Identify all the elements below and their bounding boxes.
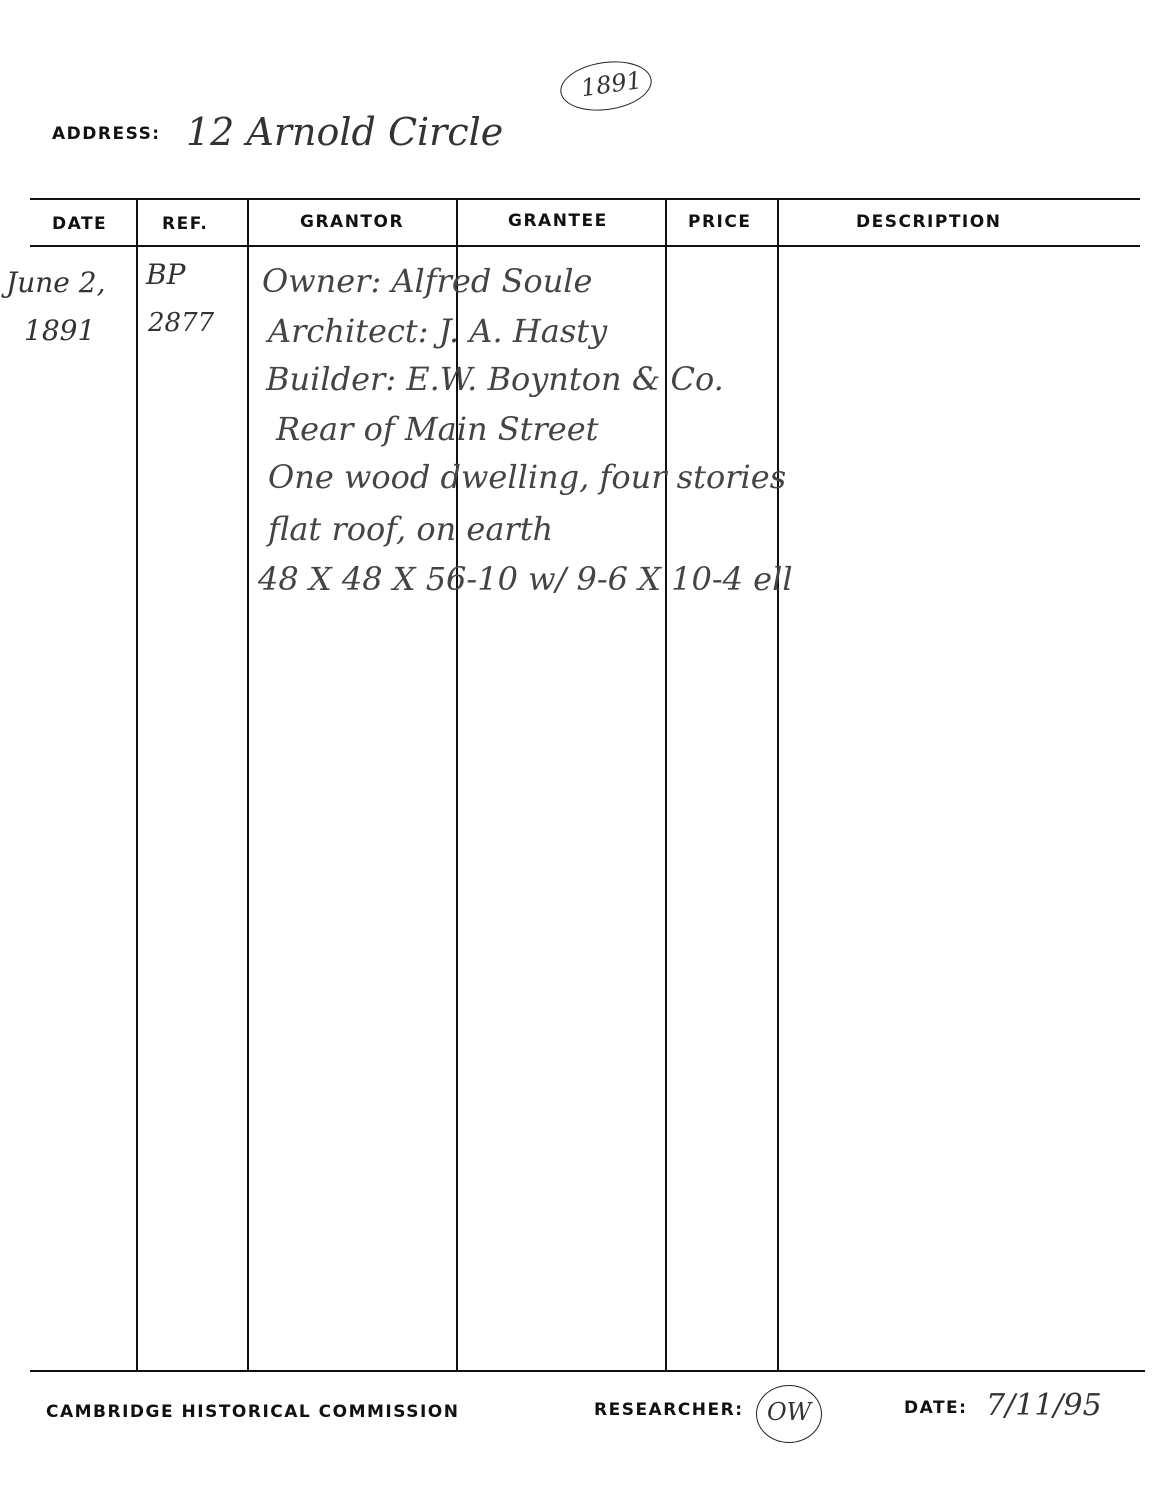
table-bottom-rule bbox=[30, 1370, 1145, 1372]
header-bottom-rule bbox=[30, 245, 1140, 247]
column-divider bbox=[247, 200, 249, 1370]
year-stamp bbox=[557, 56, 655, 116]
column-divider bbox=[136, 200, 138, 1370]
entry-line: Builder: E.W. Boynton & Co. bbox=[266, 360, 724, 398]
address-label: ADDRESS: bbox=[52, 124, 161, 144]
entry-line: Rear of Main Street bbox=[276, 410, 599, 448]
researcher-initials-circle bbox=[756, 1385, 822, 1443]
column-header-date: DATE bbox=[52, 214, 108, 234]
column-header-price: PRICE bbox=[688, 212, 752, 232]
column-header-grantee: GRANTEE bbox=[508, 211, 608, 231]
column-header-description: DESCRIPTION bbox=[856, 212, 1002, 232]
researcher-label: RESEARCHER: bbox=[594, 1400, 744, 1420]
entry-line: Owner: Alfred Soule bbox=[262, 262, 593, 300]
organization-name: CAMBRIDGE HISTORICAL COMMISSION bbox=[46, 1402, 460, 1422]
entry-date-line2: 1891 bbox=[24, 314, 96, 347]
column-divider bbox=[777, 200, 779, 1370]
date-value: 7/11/95 bbox=[986, 1388, 1102, 1423]
entry-ref-line2: 2877 bbox=[148, 308, 215, 338]
entry-line: flat roof, on earth bbox=[268, 510, 554, 548]
date-label: DATE: bbox=[904, 1398, 968, 1418]
address-value: 12 Arnold Circle bbox=[186, 110, 504, 154]
table-top-rule bbox=[30, 198, 1140, 200]
entry-line: Architect: J. A. Hasty bbox=[268, 312, 608, 350]
column-header-grantor: GRANTOR bbox=[300, 212, 405, 232]
entry-date-line1: June 2, bbox=[6, 266, 106, 299]
entry-ref-line1: BP bbox=[146, 258, 186, 291]
entry-line: One wood dwelling, four stories bbox=[268, 458, 787, 496]
column-header-ref: REF. bbox=[162, 214, 209, 234]
entry-line: 48 X 48 X 56-10 w/ 9-6 X 10-4 ell bbox=[258, 560, 793, 598]
researcher-initials: OW bbox=[767, 1398, 812, 1426]
year-stamp-text: 1891 bbox=[579, 66, 644, 103]
